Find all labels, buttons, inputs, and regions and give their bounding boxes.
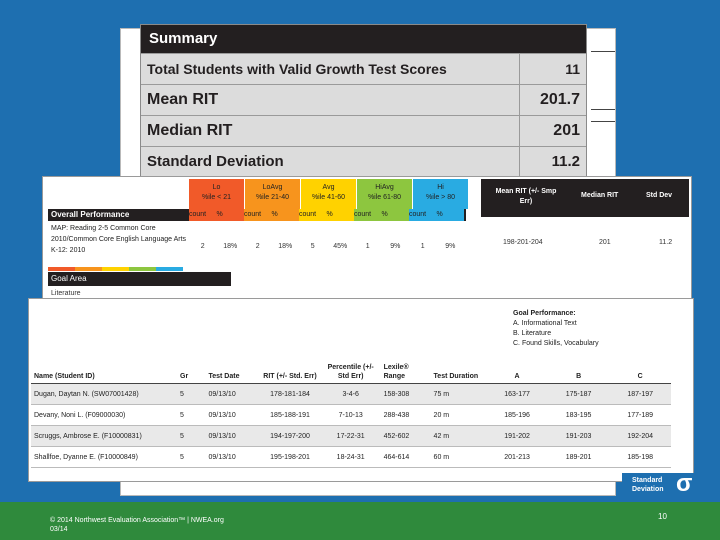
table-row	[31, 426, 671, 447]
column-header: A	[486, 361, 548, 384]
band-pct: 18%	[278, 243, 293, 250]
student-name: Shallfoe, Dyanne E. (F10000849)	[31, 447, 177, 468]
performance-color-bar	[48, 267, 183, 271]
band-range: %ile 21-40	[255, 194, 290, 201]
mean-rit-value: 198-201-204	[503, 239, 543, 246]
badge-label	[632, 476, 664, 494]
count-label: count	[299, 209, 327, 221]
goal-performance-legend	[513, 309, 599, 349]
column-header: Name (Student ID)	[31, 361, 177, 384]
band-values	[189, 243, 464, 250]
column-header: Gr	[177, 361, 205, 384]
color-segment	[75, 267, 102, 271]
percentile: 17-22-31	[321, 426, 381, 447]
slide-footer	[0, 502, 720, 540]
goal-a: 163-177	[486, 384, 548, 405]
rit-score: 195-198-201	[259, 447, 321, 468]
achievement-bands	[189, 179, 469, 209]
pct-label: %	[272, 209, 300, 221]
count-label: count	[409, 209, 437, 221]
column-header: Lexile® Range	[381, 361, 431, 384]
lexile-range: 158-308	[381, 384, 431, 405]
sigma-icon: σ	[676, 470, 693, 497]
summary-value: 201.7	[539, 91, 580, 108]
grade: 5	[177, 426, 205, 447]
band-name: Lo	[212, 184, 221, 191]
band-range: %ile < 21	[202, 194, 231, 201]
goal-b: 189-201	[548, 447, 610, 468]
pct-label: %	[382, 209, 410, 221]
pct-label: %	[217, 209, 245, 221]
sheet-rule	[591, 109, 615, 110]
goal-b: 183-195	[548, 405, 610, 426]
band-name: Avg	[322, 184, 335, 191]
goal-literature: Literature	[51, 290, 81, 297]
lexile-range: 288-438	[381, 405, 431, 426]
overall-performance-panel	[42, 176, 692, 308]
table-row	[31, 405, 671, 426]
grade: 5	[177, 405, 205, 426]
band-loavg	[245, 179, 301, 209]
summary-title: Summary	[141, 25, 586, 53]
band-count: 5	[310, 243, 315, 250]
band-count: 1	[420, 243, 425, 250]
band-range: %ile 41-60	[311, 194, 346, 201]
goal-legend-item: B. Literature	[513, 330, 552, 337]
grade: 5	[177, 447, 205, 468]
std-dev-value: 11.2	[659, 239, 673, 246]
band-range: %ile > 80	[426, 194, 455, 201]
badge-line: Standard	[632, 477, 663, 484]
copyright-text: © 2014 Northwest Evaluation Association™ | NWEA.org	[50, 517, 224, 524]
table-row	[31, 447, 671, 468]
column-header: B	[548, 361, 610, 384]
color-segment	[48, 267, 75, 271]
band-hi	[413, 179, 469, 209]
band-pct: 18%	[223, 243, 238, 250]
test-duration: 42 m	[431, 426, 487, 447]
band-pct: 45%	[333, 243, 348, 250]
count-pct-labels	[189, 209, 464, 221]
percentile: 18-24-31	[321, 447, 381, 468]
rit-score: 178-181-184	[259, 384, 321, 405]
summary-label: Median RIT	[141, 116, 520, 146]
column-header: Percentile (+/- Std Err)	[321, 361, 381, 384]
summary-row-total	[141, 53, 586, 84]
pct-label: %	[327, 209, 355, 221]
band-name: Hi	[437, 184, 444, 191]
summary-row-mean	[141, 84, 586, 115]
count-label: count	[354, 209, 382, 221]
mean-rit-header: Mean RIT (+/- Smp Err)	[495, 188, 557, 205]
grade: 5	[177, 384, 205, 405]
goal-area-header: Goal Area	[48, 272, 231, 286]
color-segment	[156, 267, 183, 271]
band-count: 2	[200, 243, 205, 250]
test-date: 09/13/10	[205, 384, 259, 405]
color-segment	[102, 267, 129, 271]
summary-row-stddev	[141, 146, 586, 177]
sheet-rule	[591, 121, 615, 122]
band-name: HiAvg	[375, 184, 394, 191]
goal-legend-title: Goal Performance:	[513, 310, 576, 317]
student-name: Scruggs, Ambrose E. (F10000831)	[31, 426, 177, 447]
band-pct: 9%	[390, 243, 401, 250]
column-header: Test Date	[205, 361, 259, 384]
goal-legend-item: A. Informational Text	[513, 320, 577, 327]
lexile-range: 464-614	[381, 447, 431, 468]
table-row	[31, 384, 671, 405]
summary-label: Standard Deviation	[141, 147, 520, 177]
sheet-rule	[591, 51, 615, 52]
summary-row-median	[141, 115, 586, 146]
test-date: 09/13/10	[205, 405, 259, 426]
student-table	[31, 361, 671, 468]
goal-c: 185-198	[609, 447, 671, 468]
footer-date: 03/14	[50, 526, 68, 533]
section-label: Overall Performance	[51, 210, 130, 219]
goal-a: 191-202	[486, 426, 548, 447]
standard-deviation-badge	[622, 470, 706, 497]
band-count: 1	[365, 243, 370, 250]
column-header: Test Duration	[431, 361, 487, 384]
test-duration: 60 m	[431, 447, 487, 468]
median-rit-value: 201	[599, 239, 611, 246]
pct-label: %	[437, 209, 465, 221]
goal-b: 175-187	[548, 384, 610, 405]
rit-stats-header	[481, 179, 689, 217]
goal-b: 191-203	[548, 426, 610, 447]
lexile-range: 452-602	[381, 426, 431, 447]
student-name: Devany, Noni L. (F09000030)	[31, 405, 177, 426]
goal-c: 187-197	[609, 384, 671, 405]
summary-table	[140, 24, 587, 178]
summary-value: 11.2	[551, 153, 580, 170]
test-duration: 20 m	[431, 405, 487, 426]
student-table-header	[31, 361, 671, 384]
summary-value: 201	[553, 122, 580, 139]
column-header: RIT (+/- Std. Err)	[259, 361, 321, 384]
summary-value: 11	[565, 61, 580, 77]
band-lo	[189, 179, 245, 209]
band-range: %ile 61-80	[367, 194, 402, 201]
band-count: 2	[255, 243, 260, 250]
band-pct: 9%	[445, 243, 456, 250]
goal-c: 192-204	[609, 426, 671, 447]
test-duration: 75 m	[431, 384, 487, 405]
column-header: C	[609, 361, 671, 384]
band-hiavg	[357, 179, 413, 209]
test-date: 09/13/10	[205, 447, 259, 468]
count-label: count	[189, 209, 217, 221]
band-avg	[301, 179, 357, 209]
count-label: count	[244, 209, 272, 221]
rit-score: 194-197-200	[259, 426, 321, 447]
student-scores-panel	[28, 298, 694, 482]
badge-line: Deviation	[632, 486, 664, 493]
percentile: 3-4-6	[321, 384, 381, 405]
goal-legend-item: C. Found Skills, Vocabulary	[513, 340, 599, 347]
summary-label: Total Students with Valid Growth Test Scores	[141, 54, 520, 84]
goal-c: 177-189	[609, 405, 671, 426]
goal-a: 185-196	[486, 405, 548, 426]
page-number: 10	[658, 512, 667, 521]
test-date: 09/13/10	[205, 426, 259, 447]
color-segment	[129, 267, 156, 271]
percentile: 7-10-13	[321, 405, 381, 426]
summary-label: Mean RIT	[141, 85, 520, 115]
goal-a: 201-213	[486, 447, 548, 468]
course-name: MAP: Reading 2-5 Common Core 2010/Common Core English Language Arts K-12: 2010	[51, 225, 187, 254]
student-name: Dugan, Daytan N. (SW07001428)	[31, 384, 177, 405]
rit-score: 185-188-191	[259, 405, 321, 426]
footer-copyright	[50, 516, 224, 534]
std-dev-header: Std Dev	[646, 192, 673, 199]
band-name: LoAvg	[262, 184, 283, 191]
overall-performance-header	[48, 209, 466, 221]
median-rit-header: Median RIT	[581, 192, 619, 199]
